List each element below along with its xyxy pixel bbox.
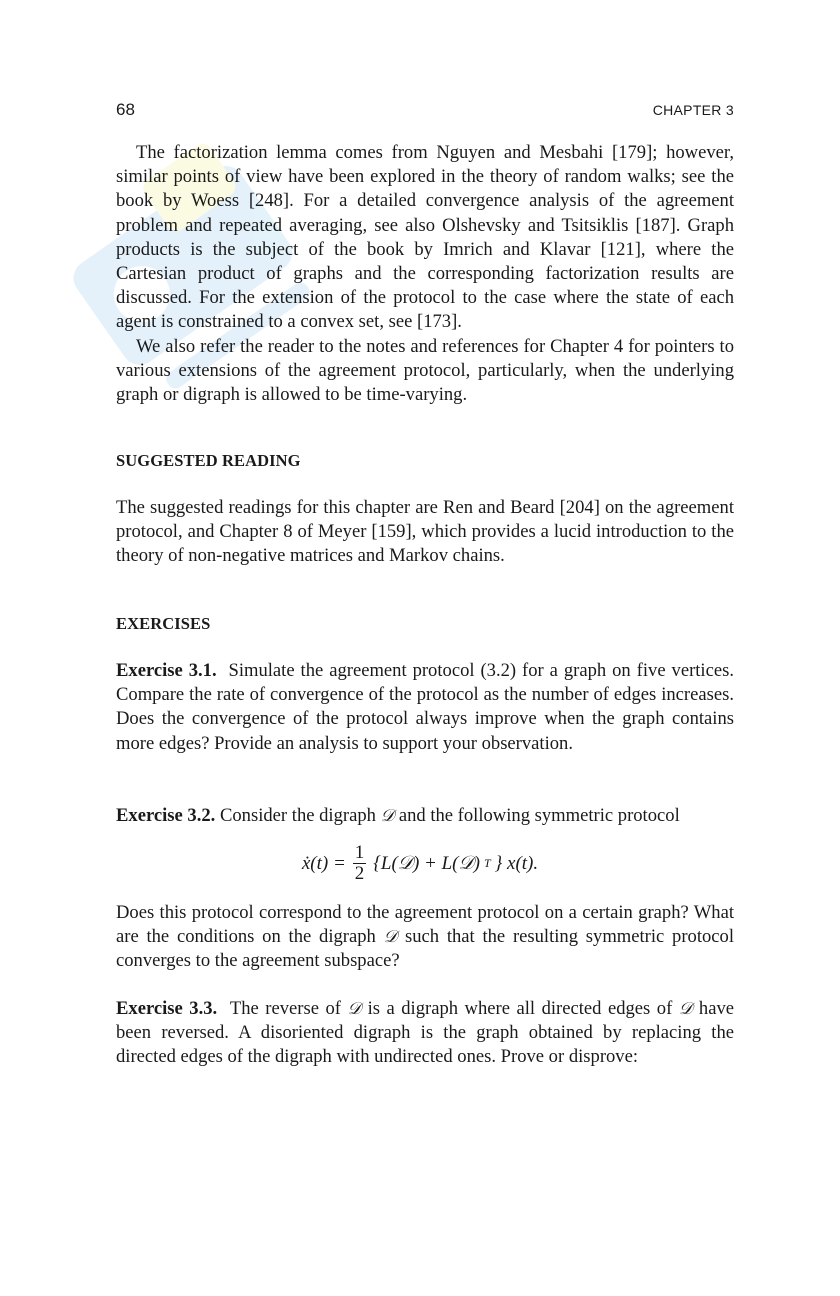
digraph-symbol: 𝒟 (380, 806, 395, 826)
fraction-numerator: 1 (354, 842, 365, 863)
transpose-superscript: T (483, 856, 491, 870)
page-header (116, 100, 734, 122)
exercise-3-3-text-a: The reverse of (229, 998, 341, 1019)
exercise-3-1-text: Simulate the agreement protocol (3.2) for a graph on five vertices. Compare the rate of convergence of the protocol as the number of edges increases. Does the convergence of the protocol always improve when the graph contains more edges? Provide an analysis to support your observation. (116, 660, 734, 754)
exercise-3-3 (116, 997, 734, 1070)
suggested-reading-heading: SUGGESTED READING (116, 451, 301, 470)
page-number: 68 (116, 100, 135, 119)
exercise-3-1 (116, 659, 734, 756)
exercise-3-2-text-b: and the following symmetric protocol (398, 805, 680, 826)
exercise-3-2-label: Exercise 3.2. (116, 805, 216, 826)
symmetric-protocol-equation (0, 843, 840, 889)
exercise-3-3-text-c: have been reversed. A disoriented digraph is the graph obtained by replacing the directed edges of the digraph with undirected ones. Prove or disprove: (116, 998, 735, 1068)
exercise-3-2-continued (116, 901, 734, 974)
fraction-denominator: 2 (354, 863, 365, 884)
chapter-label: CHAPTER 3 (652, 102, 734, 118)
exercise-3-3-text-b: is a digraph where all directed edges of (367, 998, 673, 1019)
exercise-3-3-label: Exercise 3.3. (116, 998, 218, 1019)
exercise-3-2-after-b: such that the resulting symmetric protocol converges to the agreement subspace? (116, 926, 735, 972)
exercises-heading: EXERCISES (116, 614, 211, 633)
digraph-symbol: 𝒟 (347, 999, 362, 1019)
exercise-3-1-label: Exercise 3.1. (116, 660, 217, 681)
digraph-symbol: 𝒟 (383, 927, 398, 948)
notes-paragraph-1: The factorization lemma comes from Nguyen and Mesbahi [179]; however, similar points of view have been explored in the theory of random walks; see the book by Woess [248]. For a detailed convergence analysis of the agreement problem and repeated averaging, see also Olshevsky and Tsitsiklis [187]. Graph products is the subject of the book by Imrich and Klavar [121], where the Cartesian product of graphs and the corresponding factorization results are discussed. For the extension of the protocol to the case where the state of each agent is constrained to a convex set, see [173]. (116, 142, 734, 333)
exercise-3-2-text-a: Consider the digraph (219, 805, 376, 826)
equation-rhs-b: } x(t). (494, 852, 539, 874)
exercise-3-2 (116, 804, 734, 828)
suggested-reading-text: The suggested readings for this chapter are Ren and Beard [204] on the agreement protocol, and Chapter 8 of Meyer [159], which provides a lucid introduction to the theory of non-negative matrices and Markov chains. (116, 497, 734, 567)
notes-paragraph-2: We also refer the reader to the notes and references for Chapter 4 for pointers to various extensions of the agreement protocol, particularly, when the underlying graph or digraph is allowed to be time-varying. (116, 336, 734, 406)
equation-fraction (353, 843, 367, 884)
equation-rhs-a: {L(𝒟) + L(𝒟) (373, 852, 480, 874)
digraph-symbol: 𝒟 (678, 999, 693, 1019)
exercise-3-2-after-a: Does this protocol correspond to the agreement protocol on a certain graph? What are the conditions on the digraph (116, 902, 734, 948)
equation-lhs: ẋ(t) = (301, 852, 346, 874)
